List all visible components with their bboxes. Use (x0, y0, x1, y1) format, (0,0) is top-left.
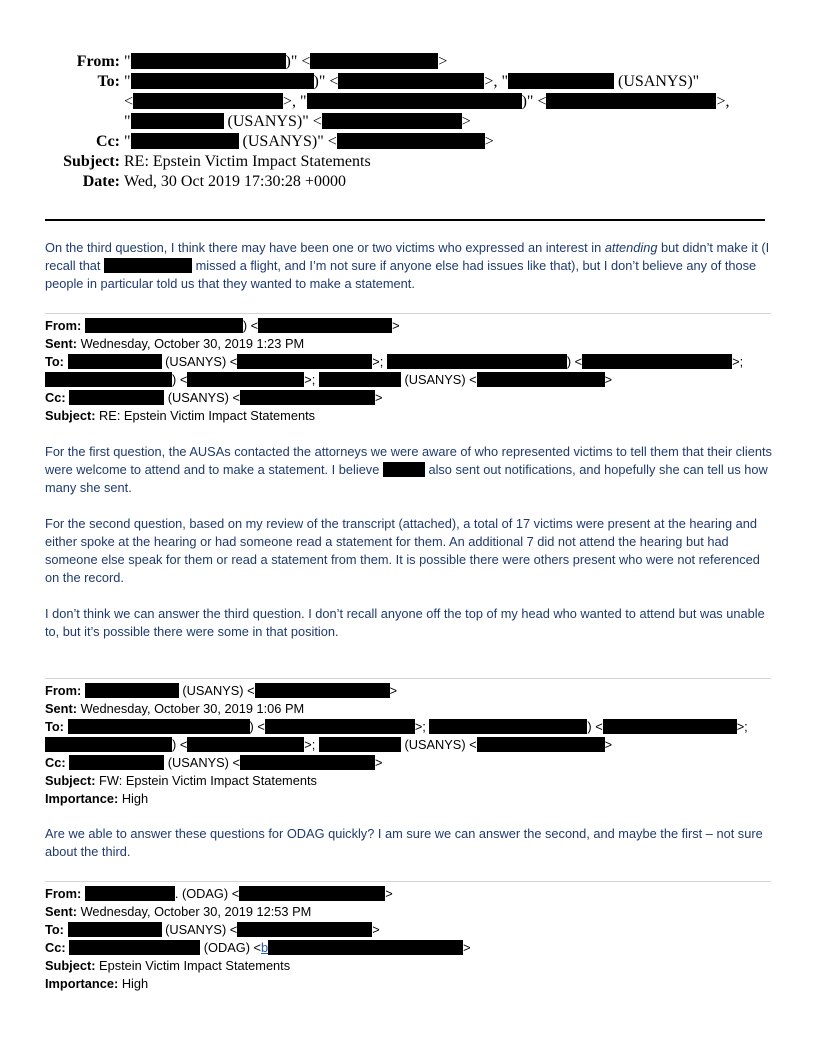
redaction (68, 719, 250, 734)
email-link[interactable]: b (261, 940, 269, 955)
redaction (45, 737, 172, 752)
header-to-row: To: " )" < >, " (USANYS)" (97, 73, 700, 90)
redaction (85, 886, 175, 901)
redaction (187, 372, 304, 387)
redaction (258, 318, 392, 333)
redaction (508, 73, 614, 89)
redaction (68, 922, 162, 937)
redaction (383, 462, 425, 477)
redaction (69, 755, 164, 770)
header-subject-row (0, 152, 816, 172)
redaction (69, 390, 164, 405)
redaction (338, 73, 484, 89)
redaction (429, 719, 587, 734)
header-date-row (0, 172, 816, 192)
email4-importance: High (121, 976, 149, 991)
email4-subject: Epstein Victim Impact Statements (99, 958, 291, 973)
redaction (239, 886, 385, 901)
redaction (255, 683, 390, 698)
redaction (131, 133, 239, 149)
to-label: To: (97, 73, 120, 90)
redaction (240, 755, 375, 770)
redaction (603, 719, 737, 734)
email2-subject: RE: Epstein Victim Impact Statements (99, 408, 316, 423)
redaction (322, 113, 462, 129)
subject-label: Subject: (63, 153, 120, 170)
redaction (237, 354, 372, 369)
redaction (307, 93, 522, 109)
reply-body: On the third question, I think there may have been one or two victims who expressed an interest in attending but didn’t make it (I recall that missed a flight, and I’m not sure if anyone else had issues like that), but I don’t believe any of those people in particular told us that they wanted to make a statement. (45, 240, 770, 291)
redaction (546, 93, 716, 109)
redaction (477, 737, 605, 752)
redaction (131, 113, 224, 129)
redaction (104, 258, 192, 273)
header-to-row-cont: < >, " )" < >, (124, 93, 730, 110)
redaction (387, 354, 567, 369)
header-to-row-cont2: " (USANYS)" < > (124, 113, 471, 130)
email2-body-p2: For the second question, based on my review of the transcript (attached), a total of 17 victims were present at the hearing and either spoke at the hearing or had someone read a statement for them. An additional 7 did not attend the hearing but had someone else speak for them or read a statement from them. It is possible there were others present who were not referenced on the record. (45, 516, 760, 585)
redaction (319, 737, 401, 752)
redaction (237, 922, 372, 937)
email4-header: From: . (ODAG) < > Sent: Wednesday, October 30, 2019 12:53 PM To: (USANYS) < > Cc: (ODAG) <b > Subject: Epstein Victim Impact Statements Importance: High (45, 886, 471, 991)
email3-subject: FW: Epstein Victim Impact Statements (99, 773, 317, 788)
redaction (69, 940, 200, 955)
cc-label: Cc: (96, 133, 120, 150)
redaction (85, 683, 179, 698)
header-date: Wed, 30 Oct 2019 17:30:28 +0000 (124, 173, 346, 190)
from-label: From: (76, 53, 120, 70)
email3-header: From: (USANYS) < > Sent: Wednesday, October 30, 2019 1:06 PM To: ) < >; ) < >; ) < >; (USANYS) < > Cc: (USANYS) < > Subject: FW: Epstein Victim Impact Statements Importance: High (45, 683, 748, 806)
redaction (582, 354, 732, 369)
redaction (187, 737, 304, 752)
email2-header: From: ) < > Sent: Wednesday, October 30, 2019 1:23 PM To: (USANYS) < >; ) < >; ) < >; (USANYS) < > Cc: (USANYS) < > Subject: RE: Epstein Victim Impact Statements (45, 318, 744, 423)
redaction (310, 53, 438, 69)
header-cc-row: Cc: " (USANYS)" < > (96, 133, 494, 150)
email3-importance: High (121, 791, 149, 806)
email-separator (45, 313, 771, 314)
header-subject: RE: Epstein Victim Impact Statements (124, 153, 371, 170)
redaction (337, 133, 485, 149)
email-separator (45, 881, 771, 882)
message-header (0, 52, 816, 192)
redaction (265, 719, 415, 734)
redaction (131, 53, 286, 69)
date-label: Date: (82, 173, 120, 190)
email2-body-p1: For the first question, the AUSAs contacted the attorneys we were aware of who represented victims to tell them that their clients were welcome to attend and to make a statement. I believe also sent out notifications, and hopefully she can tell us how many she sent. (45, 444, 772, 495)
redaction (240, 390, 375, 405)
header-from-row: From: " )" < > (76, 53, 448, 70)
redaction (268, 940, 463, 955)
redaction (133, 93, 283, 109)
email2-body-p3: I don’t think we can answer the third question. I don’t recall anyone off the top of my head who wanted to attend but was unable to, but it’s possible there were some in that position. (45, 606, 765, 639)
redaction (45, 372, 172, 387)
redaction (477, 372, 605, 387)
header-divider (45, 219, 765, 221)
redaction (131, 73, 314, 89)
redaction (68, 354, 162, 369)
email-separator (45, 678, 771, 679)
email3-sent: Wednesday, October 30, 2019 1:06 PM (80, 701, 305, 716)
redaction (319, 372, 401, 387)
email2-sent: Wednesday, October 30, 2019 1:23 PM (80, 336, 305, 351)
redaction (85, 318, 243, 333)
email3-body: Are we able to answer these questions for ODAG quickly? I am sure we can answer the second, and maybe the first – not sure about the third. (45, 826, 763, 859)
email4-sent: Wednesday, October 30, 2019 12:53 PM (80, 904, 312, 919)
